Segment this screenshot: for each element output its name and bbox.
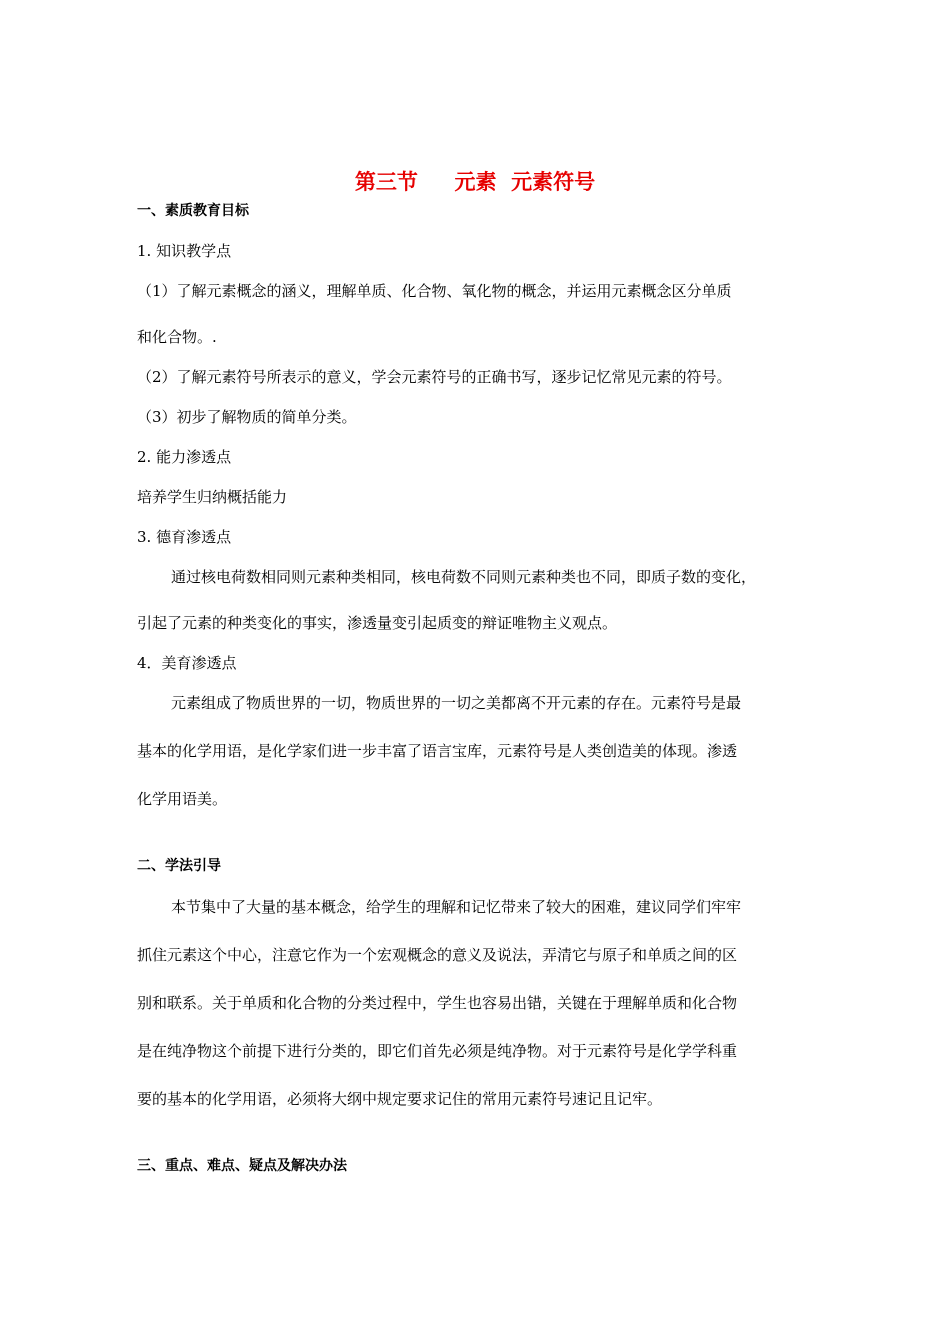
document-title: 第三节 元素 元素符号	[354, 170, 596, 194]
paragraph: 引起了元素的种类变化的事实，渗透量变引起质变的辩证唯物主义观点。	[137, 614, 618, 632]
section-heading-goals: 一、素质教育目标	[137, 203, 249, 219]
paragraph: 抓住元素这个中心，注意它作为一个宏观概念的意义及说法，弄清它与原子和单质之间的区	[137, 946, 738, 964]
section-heading-key-points: 三、重点、难点、疑点及解决办法	[137, 1158, 347, 1174]
paragraph: 是在纯净物这个前提下进行分类的，即它们首先必须是纯净物。对于元素符号是化学学科重	[137, 1042, 738, 1060]
paragraph: （3）初步了解物质的简单分类。	[137, 408, 357, 426]
section-heading-study-method: 二、学法引导	[137, 858, 221, 874]
paragraph: 别和联系。关于单质和化合物的分类过程中，学生也容易出错，关键在于理解单质和化合物	[137, 994, 738, 1012]
paragraph: 培养学生归纳概括能力	[137, 488, 288, 506]
paragraph: 化学用语美。	[137, 790, 228, 808]
paragraph: 基本的化学用语，是化学家们进一步丰富了语言宝库，元素符号是人类创造美的体现。渗透	[137, 742, 738, 760]
paragraph: 4．美育渗透点	[137, 654, 237, 672]
paragraph: 和化合物。.	[137, 328, 217, 346]
paragraph: 本节集中了大量的基本概念，给学生的理解和记忆带来了较大的困难，建议同学们牢牢	[171, 898, 742, 916]
paragraph: 1. 知识教学点	[137, 242, 232, 260]
paragraph: 2. 能力渗透点	[137, 448, 232, 466]
paragraph: （1）了解元素概念的涵义，理解单质、化合物、氧化物的概念，并运用元素概念区分单质	[137, 282, 732, 300]
paragraph: （2）了解元素符号所表示的意义，学会元素符号的正确书写，逐步记忆常见元素的符号。	[137, 368, 732, 386]
paragraph: 通过核电荷数相同则元素种类相同，核电荷数不同则元素种类也不同，即质子数的变化，	[171, 568, 757, 586]
paragraph: 元素组成了物质世界的一切，物质世界的一切之美都离不开元素的存在。元素符号是最	[171, 694, 742, 712]
paragraph: 3. 德育渗透点	[137, 528, 232, 546]
paragraph: 要的基本的化学用语，必须将大纲中规定要求记住的常用元素符号速记且记牢。	[137, 1090, 663, 1108]
